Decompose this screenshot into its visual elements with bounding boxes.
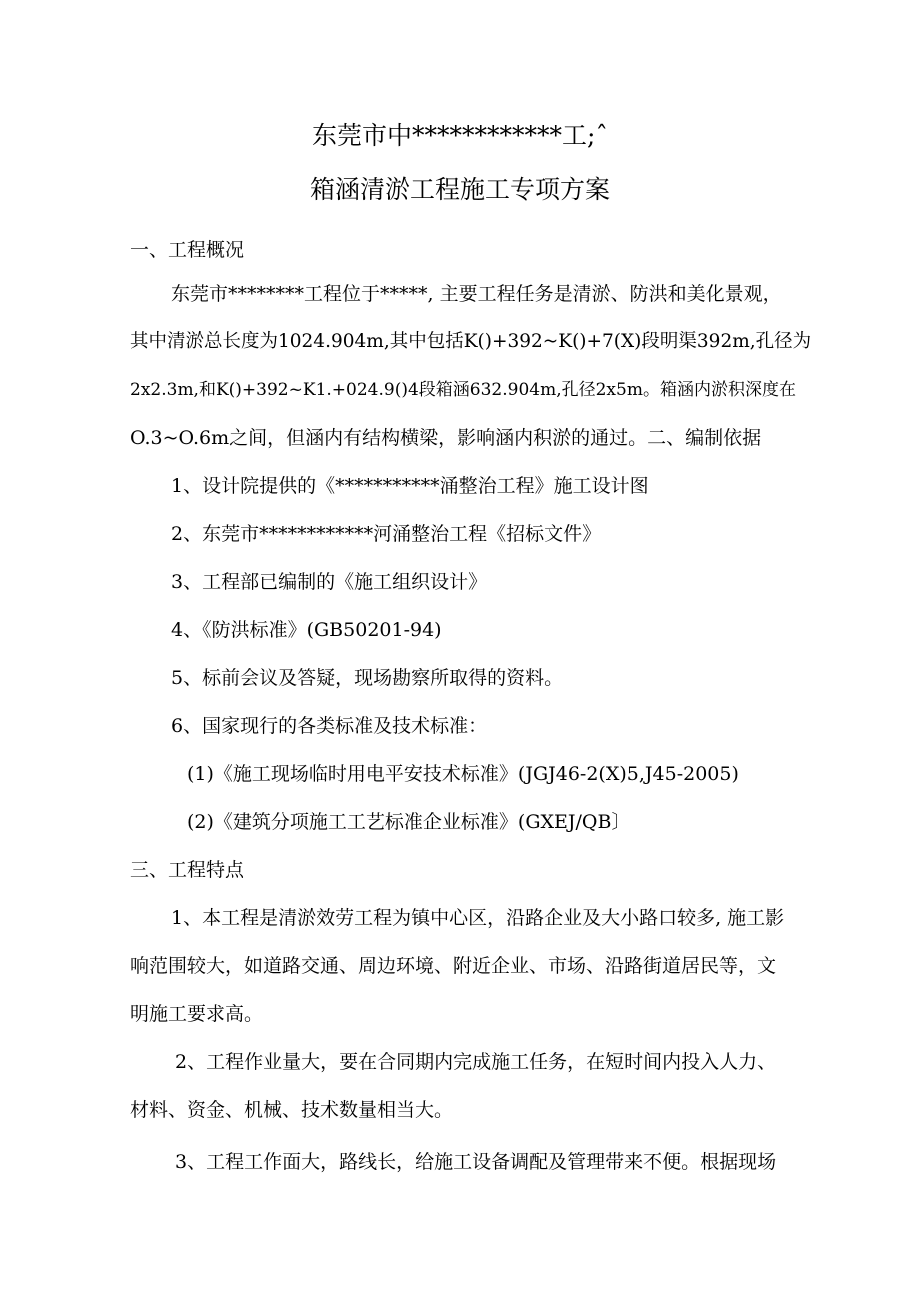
paragraph-line: 东莞市********工程位于*****, 主要工程任务是清淤、防洪和美化景观，	[171, 283, 782, 305]
paragraph-line: 响范围较大，如道路交通、周边环境、附近企业、市场、沿路街道居民等，文	[130, 955, 777, 977]
basis-item: 3、工程部已编制的《施工组织设计》	[171, 571, 488, 593]
document-title-line2: 箱涵清淤工程施工专项方案	[309, 175, 610, 204]
section-heading-features: 三、工程特点	[130, 859, 245, 881]
paragraph-line: 其中清淤总长度为1024.904m,其中包括K()+392~K()+7(X)段明渠392m,孔径为	[130, 331, 812, 352]
basis-item: 1、设计院提供的《***********涌整治工程》施工设计图	[171, 475, 649, 497]
document-title-line1: 东莞市中************工;ˆ	[312, 121, 608, 150]
basis-item: 2、东莞市************河涌整治工程《招标文件》	[171, 523, 602, 545]
section-heading-overview: 一、工程概况	[130, 239, 245, 261]
paragraph-line: 2、工程作业量大，要在合同期内完成施工任务，在短时间内投入人力、	[175, 1051, 777, 1073]
paragraph-line: 明施工要求高。	[130, 1003, 264, 1025]
paragraph-line: 3、工程工作面大，路线长，给施工设备调配及管理带来不便。根据现场	[175, 1151, 777, 1173]
paragraph-line: 材料、资金、机械、技术数量相当大。	[130, 1099, 454, 1121]
paragraph-line: O.3~O.6m之间，但涵内有结构横梁，影响涵内积淤的通过。二、编制依据	[130, 427, 762, 449]
standard-item: (1)《施工现场临时用电平安技术标准》(JGJ46-2(X)5,J45-2005)	[187, 763, 739, 785]
standard-item: (2)《建筑分项施工工艺标准企业标准》(GXEJ/QB〕	[187, 811, 631, 833]
basis-item: 4、《防洪标准》(GB50201-94)	[171, 619, 442, 641]
paragraph-line: 2x2.3m,和K()+392~K1.+024.9()4段箱涵632.904m,孔径2x5m。箱涵内淤积深度在	[130, 380, 796, 400]
paragraph-line: 1、本工程是清淤效劳工程为镇中心区，沿路企业及大小路口较多, 施工影	[171, 907, 785, 929]
basis-item: 6、国家现行的各类标准及技术标准：	[171, 715, 488, 737]
basis-item: 5、标前会议及答疑，现场勘察所取得的资料。	[171, 667, 564, 689]
